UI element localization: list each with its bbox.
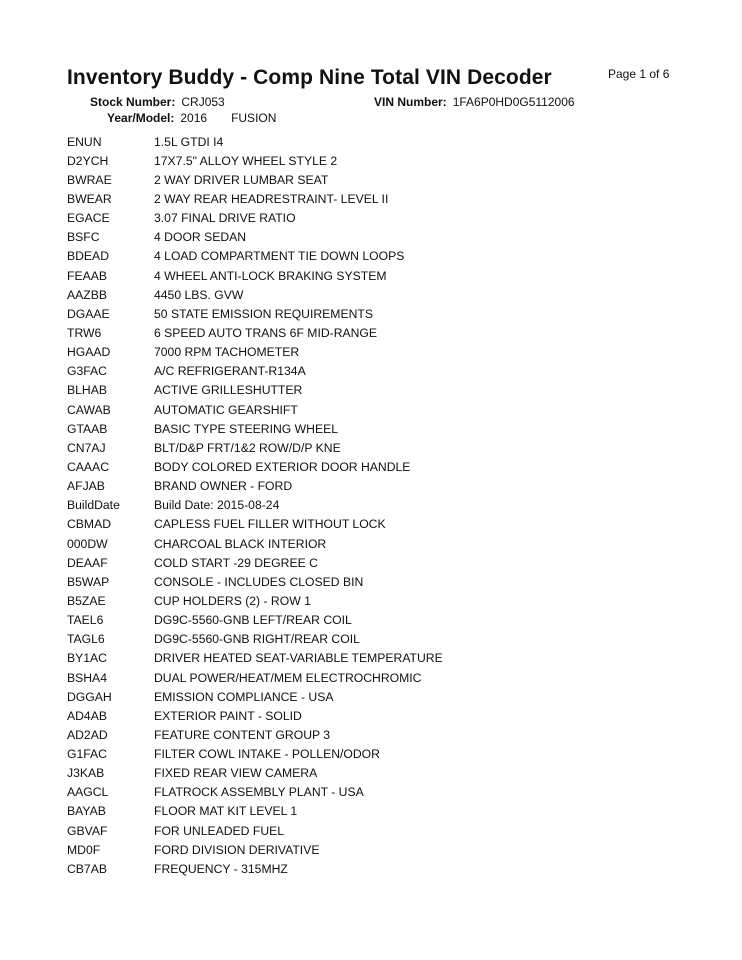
option-description: FEATURE CONTENT GROUP 3 xyxy=(154,727,331,742)
option-description: DUAL POWER/HEAT/MEM ELECTROCHROMIC xyxy=(154,670,422,685)
option-description: COLD START -29 DEGREE C xyxy=(154,555,318,570)
option-code: TRW6 xyxy=(67,325,102,340)
option-description: BODY COLORED EXTERIOR DOOR HANDLE xyxy=(154,459,411,474)
option-code: GBVAF xyxy=(67,823,108,838)
list-item xyxy=(67,649,687,668)
option-code: HGAAD xyxy=(67,345,111,360)
list-item xyxy=(67,534,687,553)
option-code: J3KAB xyxy=(67,766,105,781)
option-code: D2YCH xyxy=(67,153,109,168)
option-code: B5ZAE xyxy=(67,593,106,608)
list-item xyxy=(67,725,687,744)
list-item xyxy=(67,553,687,572)
option-code: BAYAB xyxy=(67,804,106,819)
option-code: TAGL6 xyxy=(67,632,105,647)
report-title: Inventory Buddy - Comp Nine Total VIN Decoder xyxy=(67,66,552,89)
option-description: DG9C-5560-GNB LEFT/REAR COIL xyxy=(154,613,352,628)
option-description: FLOOR MAT KIT LEVEL 1 xyxy=(154,804,298,819)
list-item xyxy=(67,591,687,610)
list-item xyxy=(67,266,687,285)
option-description: 17X7.5" ALLOY WHEEL STYLE 2 xyxy=(154,153,338,168)
list-item xyxy=(67,189,687,208)
list-item xyxy=(67,170,687,189)
option-code: CB7AB xyxy=(67,861,107,876)
option-description: 4450 LBS. GVW xyxy=(154,287,244,302)
list-item xyxy=(67,840,687,859)
list-item xyxy=(67,419,687,438)
option-code: DGAAE xyxy=(67,306,110,321)
option-description: FILTER COWL INTAKE - POLLEN/ODOR xyxy=(154,747,380,762)
option-code: MD0F xyxy=(67,842,101,857)
option-description: BRAND OWNER - FORD xyxy=(154,479,293,494)
option-code: AAZBB xyxy=(67,287,107,302)
option-code: ENUN xyxy=(67,134,102,149)
list-item xyxy=(67,859,687,878)
option-code: B5WAP xyxy=(67,574,110,589)
list-item xyxy=(67,209,687,228)
list-item xyxy=(67,381,687,400)
option-description: BASIC TYPE STEERING WHEEL xyxy=(154,421,338,436)
option-code: BLHAB xyxy=(67,383,107,398)
option-code: CAWAB xyxy=(67,402,111,417)
option-description: 4 DOOR SEDAN xyxy=(154,230,247,245)
model-value: FUSION xyxy=(231,111,277,125)
list-item xyxy=(67,611,687,630)
option-code: 000DW xyxy=(67,536,108,551)
year-model-field xyxy=(107,111,276,125)
option-description: AUTOMATIC GEARSHIFT xyxy=(154,402,298,417)
list-item xyxy=(67,687,687,706)
option-code: AFJAB xyxy=(67,479,105,494)
option-code: CAAAC xyxy=(67,459,109,474)
option-description: FOR UNLEADED FUEL xyxy=(154,823,285,838)
option-description: FIXED REAR VIEW CAMERA xyxy=(154,766,318,781)
list-item xyxy=(67,515,687,534)
year-value: 2016 xyxy=(180,111,208,125)
vin-number-field xyxy=(374,95,575,109)
option-description: ACTIVE GRILLESHUTTER xyxy=(154,383,303,398)
option-code-list xyxy=(67,132,687,878)
list-item xyxy=(67,821,687,840)
option-code: BDEAD xyxy=(67,249,109,264)
option-description: A/C REFRIGERANT-R134A xyxy=(154,364,306,379)
option-code: TAEL6 xyxy=(67,613,104,628)
list-item xyxy=(67,572,687,591)
list-item xyxy=(67,630,687,649)
stock-number-value: CRJ053 xyxy=(181,95,225,109)
option-description: FLATROCK ASSEMBLY PLANT - USA xyxy=(154,785,364,800)
list-item xyxy=(67,285,687,304)
option-description: 6 SPEED AUTO TRANS 6F MID-RANGE xyxy=(154,325,378,340)
option-code: EGACE xyxy=(67,211,110,226)
option-description: EMISSION COMPLIANCE - USA xyxy=(154,689,334,704)
option-code: G3FAC xyxy=(67,364,107,379)
list-item xyxy=(67,802,687,821)
option-description: CHARCOAL BLACK INTERIOR xyxy=(154,536,327,551)
list-item xyxy=(67,745,687,764)
list-item xyxy=(67,477,687,496)
option-code: BSFC xyxy=(67,230,100,245)
list-item xyxy=(67,228,687,247)
option-code: AD4AB xyxy=(67,708,107,723)
list-item xyxy=(67,151,687,170)
option-description: EXTERIOR PAINT - SOLID xyxy=(154,708,302,723)
option-code: DEAAF xyxy=(67,555,108,570)
option-description: DRIVER HEATED SEAT-VARIABLE TEMPERATURE xyxy=(154,651,443,666)
option-description: 4 LOAD COMPARTMENT TIE DOWN LOOPS xyxy=(154,249,405,264)
option-description: CAPLESS FUEL FILLER WITHOUT LOCK xyxy=(154,517,386,532)
option-code: BY1AC xyxy=(67,651,107,666)
option-description: Build Date: 2015-08-24 xyxy=(154,498,280,513)
option-description: DG9C-5560-GNB RIGHT/REAR COIL xyxy=(154,632,360,647)
year-model-label: Year/Model: xyxy=(107,111,175,125)
list-item xyxy=(67,400,687,419)
option-description: CUP HOLDERS (2) - ROW 1 xyxy=(154,593,311,608)
option-code: BSHA4 xyxy=(67,670,107,685)
option-code: G1FAC xyxy=(67,747,107,762)
option-code: CBMAD xyxy=(67,517,112,532)
option-code: FEAAB xyxy=(67,268,107,283)
stock-number-field xyxy=(90,95,225,109)
page-number: Page 1 of 6 xyxy=(608,67,670,81)
list-item xyxy=(67,496,687,515)
option-description: 2 WAY REAR HEADRESTRAINT- LEVEL II xyxy=(154,191,389,206)
option-code: GTAAB xyxy=(67,421,108,436)
list-item xyxy=(67,247,687,266)
option-description: FREQUENCY - 315MHZ xyxy=(154,861,288,876)
list-item xyxy=(67,304,687,323)
option-code: BuildDate xyxy=(67,498,120,513)
option-description: 7000 RPM TACHOMETER xyxy=(154,345,300,360)
stock-number-label: Stock Number: xyxy=(90,95,176,109)
vin-number-value: 1FA6P0HD0G5112006 xyxy=(452,95,575,109)
list-item xyxy=(67,783,687,802)
option-description: 1.5L GTDI I4 xyxy=(154,134,224,149)
option-description: 50 STATE EMISSION REQUIREMENTS xyxy=(154,306,373,321)
list-item xyxy=(67,457,687,476)
option-code: AD2AD xyxy=(67,727,108,742)
list-item xyxy=(67,764,687,783)
list-item xyxy=(67,343,687,362)
option-code: DGGAH xyxy=(67,689,112,704)
list-item xyxy=(67,438,687,457)
option-code: CN7AJ xyxy=(67,440,106,455)
list-item xyxy=(67,132,687,151)
option-description: 2 WAY DRIVER LUMBAR SEAT xyxy=(154,172,329,187)
list-item xyxy=(67,668,687,687)
option-description: CONSOLE - INCLUDES CLOSED BIN xyxy=(154,574,364,589)
list-item xyxy=(67,706,687,725)
option-code: BWEAR xyxy=(67,191,112,206)
option-description: 3.07 FINAL DRIVE RATIO xyxy=(154,211,296,226)
option-description: BLT/D&P FRT/1&2 ROW/D/P KNE xyxy=(154,440,341,455)
option-code: BWRAE xyxy=(67,172,112,187)
option-description: FORD DIVISION DERIVATIVE xyxy=(154,842,320,857)
option-code: AAGCL xyxy=(67,785,109,800)
list-item xyxy=(67,362,687,381)
option-description: 4 WHEEL ANTI-LOCK BRAKING SYSTEM xyxy=(154,268,387,283)
vin-number-label: VIN Number: xyxy=(374,95,447,109)
list-item xyxy=(67,323,687,342)
